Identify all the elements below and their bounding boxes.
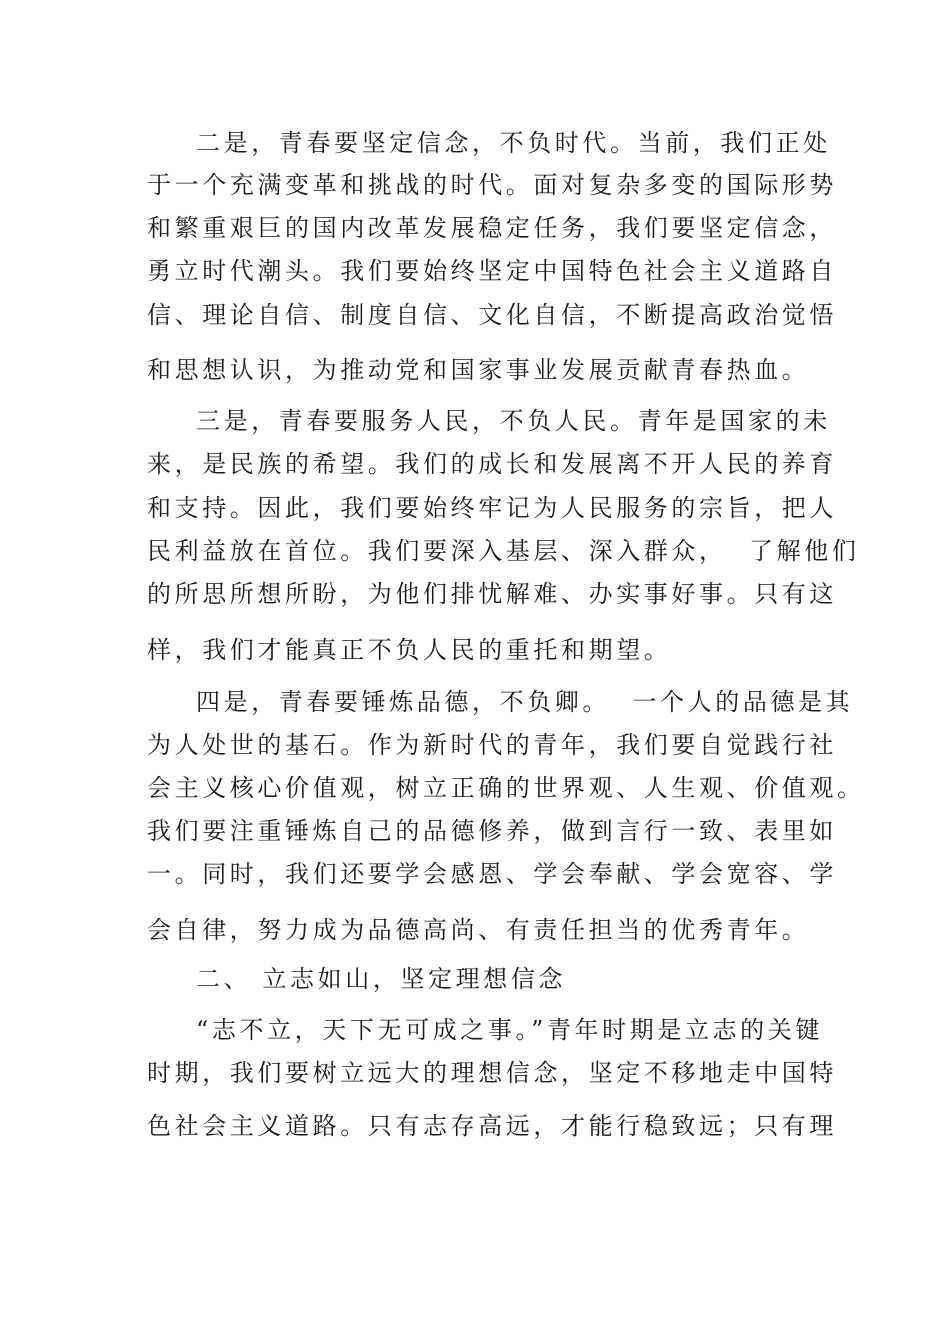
text-line: 样，我们才能真正不负人民的重托和期望。 (147, 636, 672, 664)
text-line: 色社会主义道路。只有志存高远，才能行稳致远；只有理 (147, 1112, 837, 1140)
text-line: 和思想认识，为推动党和国家事业发展贡献青春热血。 (147, 356, 810, 384)
text-line: 和繁重艰巨的国内改革发展稳定任务，我们要坚定信念， (147, 214, 837, 242)
text-line: 来，是民族的希望。我们的成长和发展离不开人民的养育 (147, 450, 837, 478)
text-line: 时期，我们要树立远大的理想信念，坚定不移地走中国特 (147, 1059, 837, 1087)
text-line: 我们要注重锤炼自己的品德修养，做到言行一致、表里如 (147, 817, 837, 845)
text-line: 会自律，努力成为品德高尚、有责任担当的优秀青年。 (147, 916, 810, 944)
text-line: 四是，青春要锤炼品德，不负卿。 一个人的品德是其 (196, 688, 854, 716)
text-line: 信、理论自信、制度自信、文化自信，不断提高政治觉悟 (147, 301, 837, 329)
text-line: 三是，青春要服务人民，不负人民。青年是国家的未 (196, 407, 831, 435)
text-line: 的所思所想所盼，为他们排忧解难、办实事好事。只有这 (147, 580, 837, 608)
text-line: 和支持。因此，我们要始终牢记为人民服务的宗旨，把人 (147, 494, 837, 522)
text-line: “志不立，天下无可成之事。”青年时期是立志的关键 (196, 1016, 823, 1044)
section-heading: 二、 立志如山，坚定理想信念 (196, 965, 567, 993)
text-line: 为人处世的基石。作为新时代的青年，我们要自觉践行社 (147, 731, 837, 759)
text-line: 二是，青春要坚定信念，不负时代。当前，我们正处 (196, 129, 831, 157)
text-line: 一。同时，我们还要学会感恩、学会奉献、学会宽容、学 (147, 860, 837, 888)
text-line: 民利益放在首位。我们要深入基层、深入群众， 了解他们 (147, 537, 860, 565)
text-line: 会主义核心价值观，树立正确的世界观、人生观、价值观。 (147, 774, 865, 802)
text-line: 勇立时代潮头。我们要始终坚定中国特色社会主义道路自 (147, 257, 837, 285)
text-line: 于一个充满变革和挑战的时代。面对复杂多变的国际形势 (147, 171, 837, 199)
